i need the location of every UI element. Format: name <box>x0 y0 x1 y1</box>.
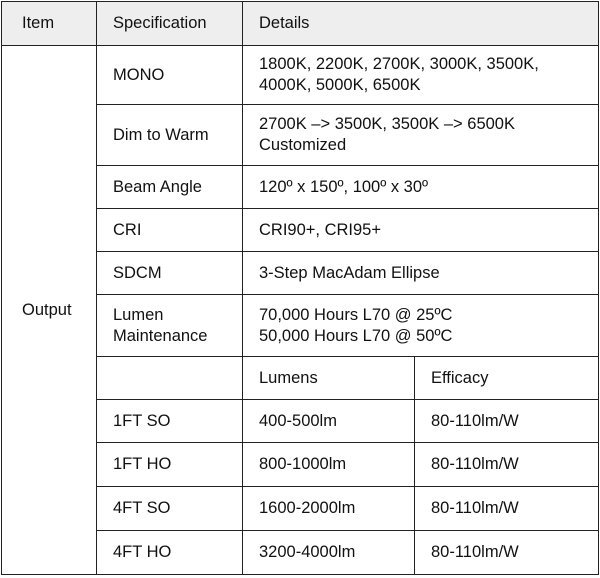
header-details: Details <box>243 2 599 46</box>
fixture-label: 4FT SO <box>97 487 243 531</box>
spec-details: CRI90+, CRI95+ <box>243 209 599 252</box>
spec-table <box>1 1 599 575</box>
lumens-value: 800-1000lm <box>243 443 415 487</box>
details-line: 70,000 Hours L70 @ 25ºC <box>259 305 453 324</box>
item-output-cell: Output <box>2 46 97 575</box>
fixture-label: 4FT HO <box>97 531 243 575</box>
spec-label <box>97 295 243 357</box>
details-line: 50,000 Hours L70 @ 50ºC <box>259 326 453 345</box>
spec-details <box>243 105 599 166</box>
efficacy-value: 80-110lm/W <box>415 487 599 531</box>
efficacy-value: 80-110lm/W <box>415 531 599 575</box>
spec-details <box>243 46 599 105</box>
details-line: 4000K, 5000K, 6500K <box>259 76 421 94</box>
lumens-header-spec <box>97 357 243 400</box>
lumens-value: 400-500lm <box>243 400 415 443</box>
spec-label: CRI <box>97 209 243 252</box>
details-line: Customized <box>259 136 347 154</box>
spec-label-line: Lumen <box>113 305 164 324</box>
spec-details: 120º x 150º, 100º x 30º <box>243 166 599 209</box>
details-line: 2700K –> 3500K, 3500K –> 6500K <box>259 115 515 133</box>
spec-label: MONO <box>97 46 243 105</box>
spec-row-mono <box>2 46 599 105</box>
header-row <box>2 2 599 46</box>
spec-label-line: Maintenance <box>113 326 208 345</box>
spec-details <box>243 295 599 357</box>
efficacy-header: Efficacy <box>415 357 599 400</box>
lumens-header: Lumens <box>243 357 415 400</box>
header-item: Item <box>2 2 97 46</box>
efficacy-value: 80-110lm/W <box>415 400 599 443</box>
fixture-label: 1FT HO <box>97 443 243 487</box>
details-line: 1800K, 2200K, 2700K, 3000K, 3500K, <box>259 55 539 73</box>
spec-details: 3-Step MacAdam Ellipse <box>243 252 599 295</box>
spec-label: SDCM <box>97 252 243 295</box>
fixture-label: 1FT SO <box>97 400 243 443</box>
lumens-value: 1600-2000lm <box>243 487 415 531</box>
spec-label: Dim to Warm <box>97 105 243 166</box>
efficacy-value: 80-110lm/W <box>415 443 599 487</box>
spec-label: Beam Angle <box>97 166 243 209</box>
header-specification: Specification <box>97 2 243 46</box>
lumens-value: 3200-4000lm <box>243 531 415 575</box>
